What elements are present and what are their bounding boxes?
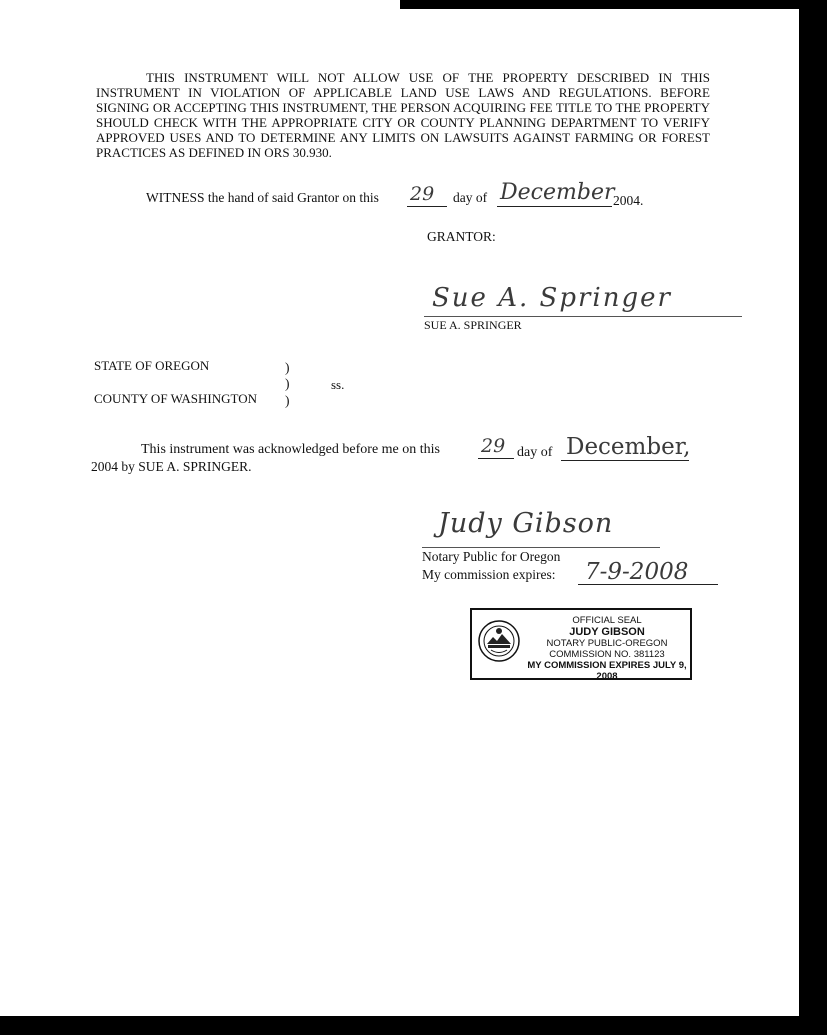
ack-prefix: This instrument was acknowledged before me on this bbox=[141, 442, 440, 457]
notary-signature: Judy Gibson bbox=[438, 508, 614, 539]
witness-month-handwritten: December bbox=[500, 180, 615, 205]
scan-border-top bbox=[400, 0, 800, 9]
ack-month-line bbox=[561, 460, 689, 461]
seal-line3: NOTARY PUBLIC-OREGON bbox=[546, 638, 668, 649]
witness-day-line bbox=[407, 206, 447, 207]
scan-border-right bbox=[799, 0, 827, 1035]
venue-paren-3: ) bbox=[285, 393, 290, 408]
oregon-state-seal-icon bbox=[478, 620, 520, 662]
venue-ss: ss. bbox=[331, 377, 345, 392]
notary-commission-label: My commission expires: bbox=[422, 567, 556, 582]
witness-day-handwritten: 29 bbox=[410, 183, 435, 205]
ack-line2: 2004 by SUE A. SPRINGER. bbox=[91, 459, 252, 474]
seal-commission-number: COMMISSION NO. 381123 bbox=[549, 649, 665, 660]
ack-day-handwritten: 29 bbox=[481, 435, 506, 457]
grantor-label: GRANTOR: bbox=[427, 229, 496, 244]
notice-text: THIS INSTRUMENT WILL NOT ALLOW USE OF THE PROPERTY DESCRIBED IN THIS INSTRUMENT IN VIOLATION OF APPLICABLE LAND USE LAWS AND REGULATIONS. BEFORE SIGNING OR ACCEPTING THIS INSTRUMENT, THE PERSON ACQUIRING FEE TITLE TO THE PROPERTY SHOULD CHECK WITH THE APPROPRIATE CITY OR COUNTY PLANNING DEPARTMENT TO VERIFY APPROVED USES AND TO DETERMINE ANY LIMITS ON LAWSUITS AGAINST FARMING OR FOREST PRACTICES AS DEFINED IN ORS 30.930. bbox=[96, 70, 710, 160]
grantor-signature: Sue A. Springer bbox=[432, 283, 672, 313]
scan-border-bottom bbox=[0, 1016, 827, 1035]
ack-day-of: day of bbox=[517, 445, 553, 460]
ack-day-line bbox=[478, 458, 514, 459]
seal-text-block bbox=[526, 615, 688, 682]
seal-expiration: MY COMMISSION EXPIRES JULY 9, 2008 bbox=[527, 660, 687, 682]
venue-paren-1: ) bbox=[285, 360, 290, 375]
witness-day-of: day of bbox=[453, 190, 488, 205]
ack-month-handwritten: December, bbox=[566, 434, 691, 460]
official-seal-stamp bbox=[470, 608, 692, 680]
venue-paren-2: ) bbox=[285, 376, 290, 391]
seal-line1: OFFICIAL SEAL bbox=[572, 615, 642, 626]
venue-state: STATE OF OREGON bbox=[94, 358, 210, 373]
witness-year: 2004. bbox=[613, 193, 644, 208]
notary-title: Notary Public for Oregon bbox=[422, 549, 561, 564]
seal-notary-name: JUDY GIBSON bbox=[569, 626, 645, 638]
grantor-signature-line bbox=[424, 316, 742, 317]
witness-prefix: WITNESS the hand of said Grantor on this bbox=[146, 190, 379, 205]
land-use-notice bbox=[96, 70, 710, 160]
grantor-printed-name: SUE A. SPRINGER bbox=[424, 318, 522, 332]
venue-county: COUNTY OF WASHINGTON bbox=[94, 391, 257, 406]
notary-signature-line bbox=[422, 547, 660, 548]
witness-month-line bbox=[497, 206, 612, 207]
notary-commission-date: 7-9-2008 bbox=[585, 559, 689, 585]
